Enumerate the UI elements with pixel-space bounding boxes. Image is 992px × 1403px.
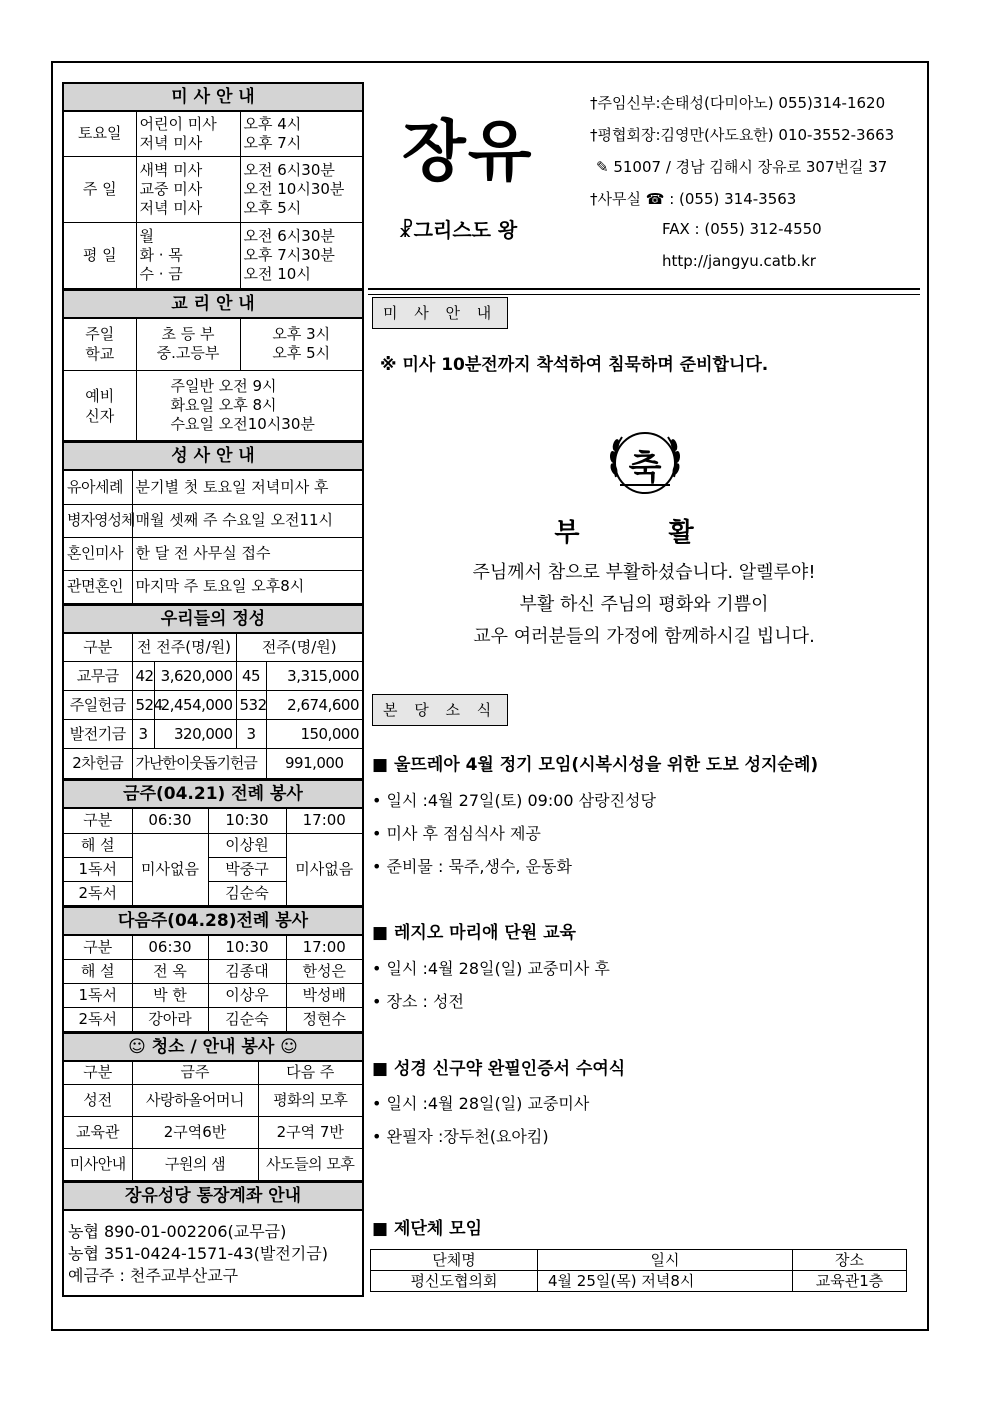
role-label: 1독서 bbox=[64, 984, 132, 1008]
col-time: 06:30 bbox=[132, 809, 208, 833]
server-name: 이상우 bbox=[208, 984, 286, 1008]
news-item: • 완필자 :장두천(요아킴) bbox=[372, 1127, 549, 1146]
celebration-line: 주님께서 참으로 부활하셨습니다. 알렐루야! bbox=[472, 562, 816, 583]
col-type: 구분 bbox=[64, 936, 132, 960]
role-label: 2독서 bbox=[64, 1008, 132, 1032]
mass-name: 저녁 미사 bbox=[139, 133, 203, 152]
catechumen-times bbox=[136, 371, 362, 441]
sacrament-detail: 마지막 주 토요일 오후8시 bbox=[132, 570, 362, 603]
offering-label: 발전기금 bbox=[64, 720, 132, 749]
news-item: • 준비물 : 묵주,생수, 운동화 bbox=[372, 857, 572, 876]
mass-name: 교중 미사 bbox=[139, 179, 203, 198]
offering-header: 우리들의 정성 bbox=[64, 604, 362, 634]
offering-amount: 150,000 bbox=[266, 720, 362, 749]
offering-table bbox=[64, 634, 362, 780]
news-item: • 일시 :4월 28일(일) 교중미사 후 bbox=[372, 959, 610, 978]
mass-time: 오전 10시30분 bbox=[243, 179, 345, 198]
mass-name: 저녁 미사 bbox=[139, 198, 203, 217]
role-label: 해 설 bbox=[64, 960, 132, 984]
mass-info-tag: 미 사 안 내 bbox=[372, 297, 508, 329]
offering-count: 532 bbox=[236, 691, 266, 720]
col-time: 10:30 bbox=[208, 936, 286, 960]
offering-col-prev2: 전 전주(명/원) bbox=[132, 634, 236, 662]
account-line: 농협 351-0424-1571-43(발전기금) bbox=[68, 1243, 328, 1263]
this-week-table bbox=[64, 809, 362, 906]
saturday-names bbox=[136, 112, 240, 156]
col-time: 10:30 bbox=[208, 809, 286, 833]
class-time: 주일반 오전 9시 bbox=[170, 377, 277, 395]
offering-amount: 320,000 bbox=[154, 720, 236, 749]
area-label: 성전 bbox=[64, 1084, 132, 1116]
groups-col-date: 일시 bbox=[538, 1250, 793, 1271]
team-name: 사랑하올어머니 bbox=[132, 1084, 258, 1116]
role-label: 2독서 bbox=[64, 881, 132, 905]
mass-time: 오후 7시 bbox=[243, 133, 302, 152]
mass-time: 오전 6시30분 bbox=[243, 160, 335, 179]
col-type: 구분 bbox=[64, 809, 132, 833]
col-this-week: 금주 bbox=[132, 1062, 258, 1084]
next-week-header: 다음주(04.28)전례 봉사 bbox=[64, 906, 362, 936]
celebration-badge: 축 bbox=[628, 448, 662, 488]
col-type: 구분 bbox=[64, 1062, 132, 1084]
second-collection-note: 가난한이웃돕기헌금 bbox=[132, 749, 266, 779]
offering-col-prev: 전주(명/원) bbox=[236, 634, 362, 662]
col-time: 06:30 bbox=[132, 936, 208, 960]
cleaning-header: ☺ 청소 / 안내 봉사 ☺ bbox=[64, 1032, 362, 1062]
team-name: 평화의 모후 bbox=[258, 1084, 362, 1116]
offering-amount: 3,620,000 bbox=[154, 662, 236, 691]
team-name: 2구역 7반 bbox=[258, 1116, 362, 1148]
doctrine-table bbox=[64, 319, 362, 442]
offering-amount: 2,674,600 bbox=[266, 691, 362, 720]
group-name: 평신도협의회 bbox=[371, 1271, 538, 1292]
account-holder: 예금주 : 천주교부산교구 bbox=[68, 1265, 239, 1285]
bulletin-title: 장유 bbox=[402, 113, 534, 190]
sunday-times bbox=[240, 156, 362, 222]
offering-count: 42 bbox=[132, 662, 154, 691]
offering-amount: 3,315,000 bbox=[266, 662, 362, 691]
weekday-names bbox=[136, 222, 240, 288]
left-column bbox=[62, 82, 364, 1297]
server-name: 김종대 bbox=[208, 960, 286, 984]
groups-col-name: 단체명 bbox=[371, 1250, 538, 1271]
masthead-divider bbox=[368, 288, 920, 295]
offering-amount: 2,454,000 bbox=[154, 691, 236, 720]
sacrament-label: 혼인미사 bbox=[64, 537, 132, 570]
server-name: 박중구 bbox=[208, 857, 286, 881]
col-next-week: 다음 주 bbox=[258, 1062, 362, 1084]
news-item: • 일시 :4월 28일(일) 교중미사 bbox=[372, 1094, 590, 1113]
account-info bbox=[64, 1211, 362, 1295]
area-label: 미사안내 bbox=[64, 1148, 132, 1180]
address-info: ✎ 51007 / 경남 김해시 장유로 307번길 37 bbox=[596, 158, 888, 176]
news-title: ■ 울뜨레아 4월 정기 모임(시복시성을 위한 도보 성지순례) bbox=[372, 755, 819, 775]
mass-table bbox=[64, 112, 362, 289]
server-name: 박 한 bbox=[132, 984, 208, 1008]
area-label: 교육관 bbox=[64, 1116, 132, 1148]
offering-col-type: 구분 bbox=[64, 634, 132, 662]
doctrine-header: 교 리 안 내 bbox=[64, 289, 362, 319]
mass-name: 새벽 미사 bbox=[139, 160, 203, 179]
mass-time: 오후 7시30분 bbox=[243, 245, 335, 264]
mass-name: 어린이 미사 bbox=[139, 114, 217, 133]
class-time: 수요일 오전10시30분 bbox=[170, 415, 315, 433]
sacrament-detail: 매월 셋째 주 수요일 오전11시 bbox=[132, 504, 362, 537]
sacrament-label: 관면혼인 bbox=[64, 570, 132, 603]
saturday-times bbox=[240, 112, 362, 156]
group-time: 오후 5시 bbox=[272, 344, 331, 363]
group-name: 초 등 부 bbox=[161, 325, 215, 344]
col-time: 17:00 bbox=[286, 936, 362, 960]
offering-count: 3 bbox=[236, 720, 266, 749]
mass-name: 수 · 금 bbox=[139, 264, 183, 283]
groups-table bbox=[370, 1249, 907, 1292]
mass-header: 미 사 안 내 bbox=[64, 84, 362, 112]
col-time: 17:00 bbox=[286, 809, 362, 833]
groups-title: ■ 제단체 모임 bbox=[372, 1219, 483, 1239]
sacrament-label: 유아세례 bbox=[64, 471, 132, 504]
offering-count: 3 bbox=[132, 720, 154, 749]
team-name: 구원의 샘 bbox=[132, 1148, 258, 1180]
sacrament-header: 성 사 안 내 bbox=[64, 441, 362, 471]
mass-name: 월 bbox=[139, 226, 154, 245]
group-date: 4월 25일(목) 저녁8시 bbox=[538, 1271, 793, 1292]
mass-time: 오전 10시 bbox=[243, 264, 311, 283]
news-item: • 일시 :4월 27일(토) 09:00 삼랑진성당 bbox=[372, 791, 656, 810]
sunday-school-label: 주일 학교 bbox=[64, 319, 136, 371]
second-collection-amount: 991,000 bbox=[266, 749, 362, 779]
next-week-table bbox=[64, 936, 362, 1033]
mass-time: 오후 4시 bbox=[243, 114, 302, 133]
server-name: 김순숙 bbox=[208, 881, 286, 905]
cleaning-table bbox=[64, 1062, 362, 1181]
sunday-names bbox=[136, 156, 240, 222]
celebration-line: 부활 하신 주님의 평화와 기쁨이 bbox=[519, 594, 769, 615]
sunday-label: 주 일 bbox=[64, 156, 136, 222]
sacrament-table bbox=[64, 471, 362, 604]
news-item: • 장소 : 성전 bbox=[372, 992, 464, 1011]
fax-number: FAX : (055) 312-4550 bbox=[662, 220, 822, 238]
account-header: 장유성당 통장계좌 안내 bbox=[64, 1181, 362, 1211]
weekday-label: 평 일 bbox=[64, 222, 136, 288]
group-time: 오후 3시 bbox=[272, 325, 331, 344]
celebration-line: 교우 여러분들의 가정에 함께하시길 빕니다. bbox=[473, 626, 815, 647]
server-name: 김순숙 bbox=[208, 1008, 286, 1032]
this-week-header: 금주(04.21) 전례 봉사 bbox=[64, 779, 362, 809]
sunday-school-groups bbox=[136, 319, 240, 371]
office-phone: †사무실 ☎ : (055) 314-3563 bbox=[590, 190, 797, 208]
sacrament-label: 병자영성체 bbox=[64, 504, 132, 537]
offering-count: 524 bbox=[132, 691, 154, 720]
website-link[interactable]: http://jangyu.catb.kr bbox=[662, 252, 816, 270]
second-collection-label: 2차헌금 bbox=[64, 749, 132, 779]
offering-label: 주일헌금 bbox=[64, 691, 132, 720]
no-mass-label: 미사없음 bbox=[132, 833, 208, 905]
council-info: †평협회장:김영만(사도요한) 010-3552-3663 bbox=[590, 126, 895, 144]
group-place: 교육관1층 bbox=[793, 1271, 907, 1292]
server-name: 한성은 bbox=[286, 960, 362, 984]
mass-time: 오후 5시 bbox=[243, 198, 302, 217]
saturday-label: 토요일 bbox=[64, 112, 136, 156]
class-time: 화요일 오후 8시 bbox=[170, 396, 277, 414]
mass-notice: ※ 미사 10분전까지 착석하여 침묵하며 준비합니다. bbox=[380, 355, 769, 375]
celebration-heading: 부 활 bbox=[554, 518, 734, 548]
server-name: 전 옥 bbox=[132, 960, 208, 984]
weekday-times bbox=[240, 222, 362, 288]
sacrament-detail: 한 달 전 사무실 접수 bbox=[132, 537, 362, 570]
role-label: 해 설 bbox=[64, 833, 132, 857]
groups-col-place: 장소 bbox=[793, 1250, 907, 1271]
news-title: ■ 성경 신구약 완필인증서 수여식 bbox=[372, 1059, 626, 1079]
offering-count: 45 bbox=[236, 662, 266, 691]
server-name: 정현수 bbox=[286, 1008, 362, 1032]
no-mass-label: 미사없음 bbox=[286, 833, 362, 905]
news-item: • 미사 후 점심식사 제공 bbox=[372, 824, 541, 843]
sacrament-detail: 분기별 첫 토요일 저녁미사 후 bbox=[132, 471, 362, 504]
role-label: 1독서 bbox=[64, 857, 132, 881]
team-name: 2구역6반 bbox=[132, 1116, 258, 1148]
server-name: 박성배 bbox=[286, 984, 362, 1008]
news-tag: 본 당 소 식 bbox=[372, 694, 508, 726]
pastor-info: †주임신부:손태성(다미아노) 055)314-1620 bbox=[590, 94, 886, 112]
catechumen-label: 예비 신자 bbox=[64, 371, 136, 441]
offering-label: 교무금 bbox=[64, 662, 132, 691]
news-title: ■ 레지오 마리애 단원 교육 bbox=[372, 923, 576, 943]
account-line: 농협 890-01-002206(교무금) bbox=[68, 1221, 287, 1241]
mass-time: 오전 6시30분 bbox=[243, 226, 335, 245]
mass-name: 화 · 목 bbox=[139, 245, 183, 264]
bulletin-subtitle: ☧그리스도 왕 bbox=[398, 218, 518, 242]
server-name: 이상원 bbox=[208, 833, 286, 857]
group-name: 중.고등부 bbox=[156, 344, 220, 363]
sunday-school-times bbox=[240, 319, 362, 371]
team-name: 사도들의 모후 bbox=[258, 1148, 362, 1180]
server-name: 강아라 bbox=[132, 1008, 208, 1032]
